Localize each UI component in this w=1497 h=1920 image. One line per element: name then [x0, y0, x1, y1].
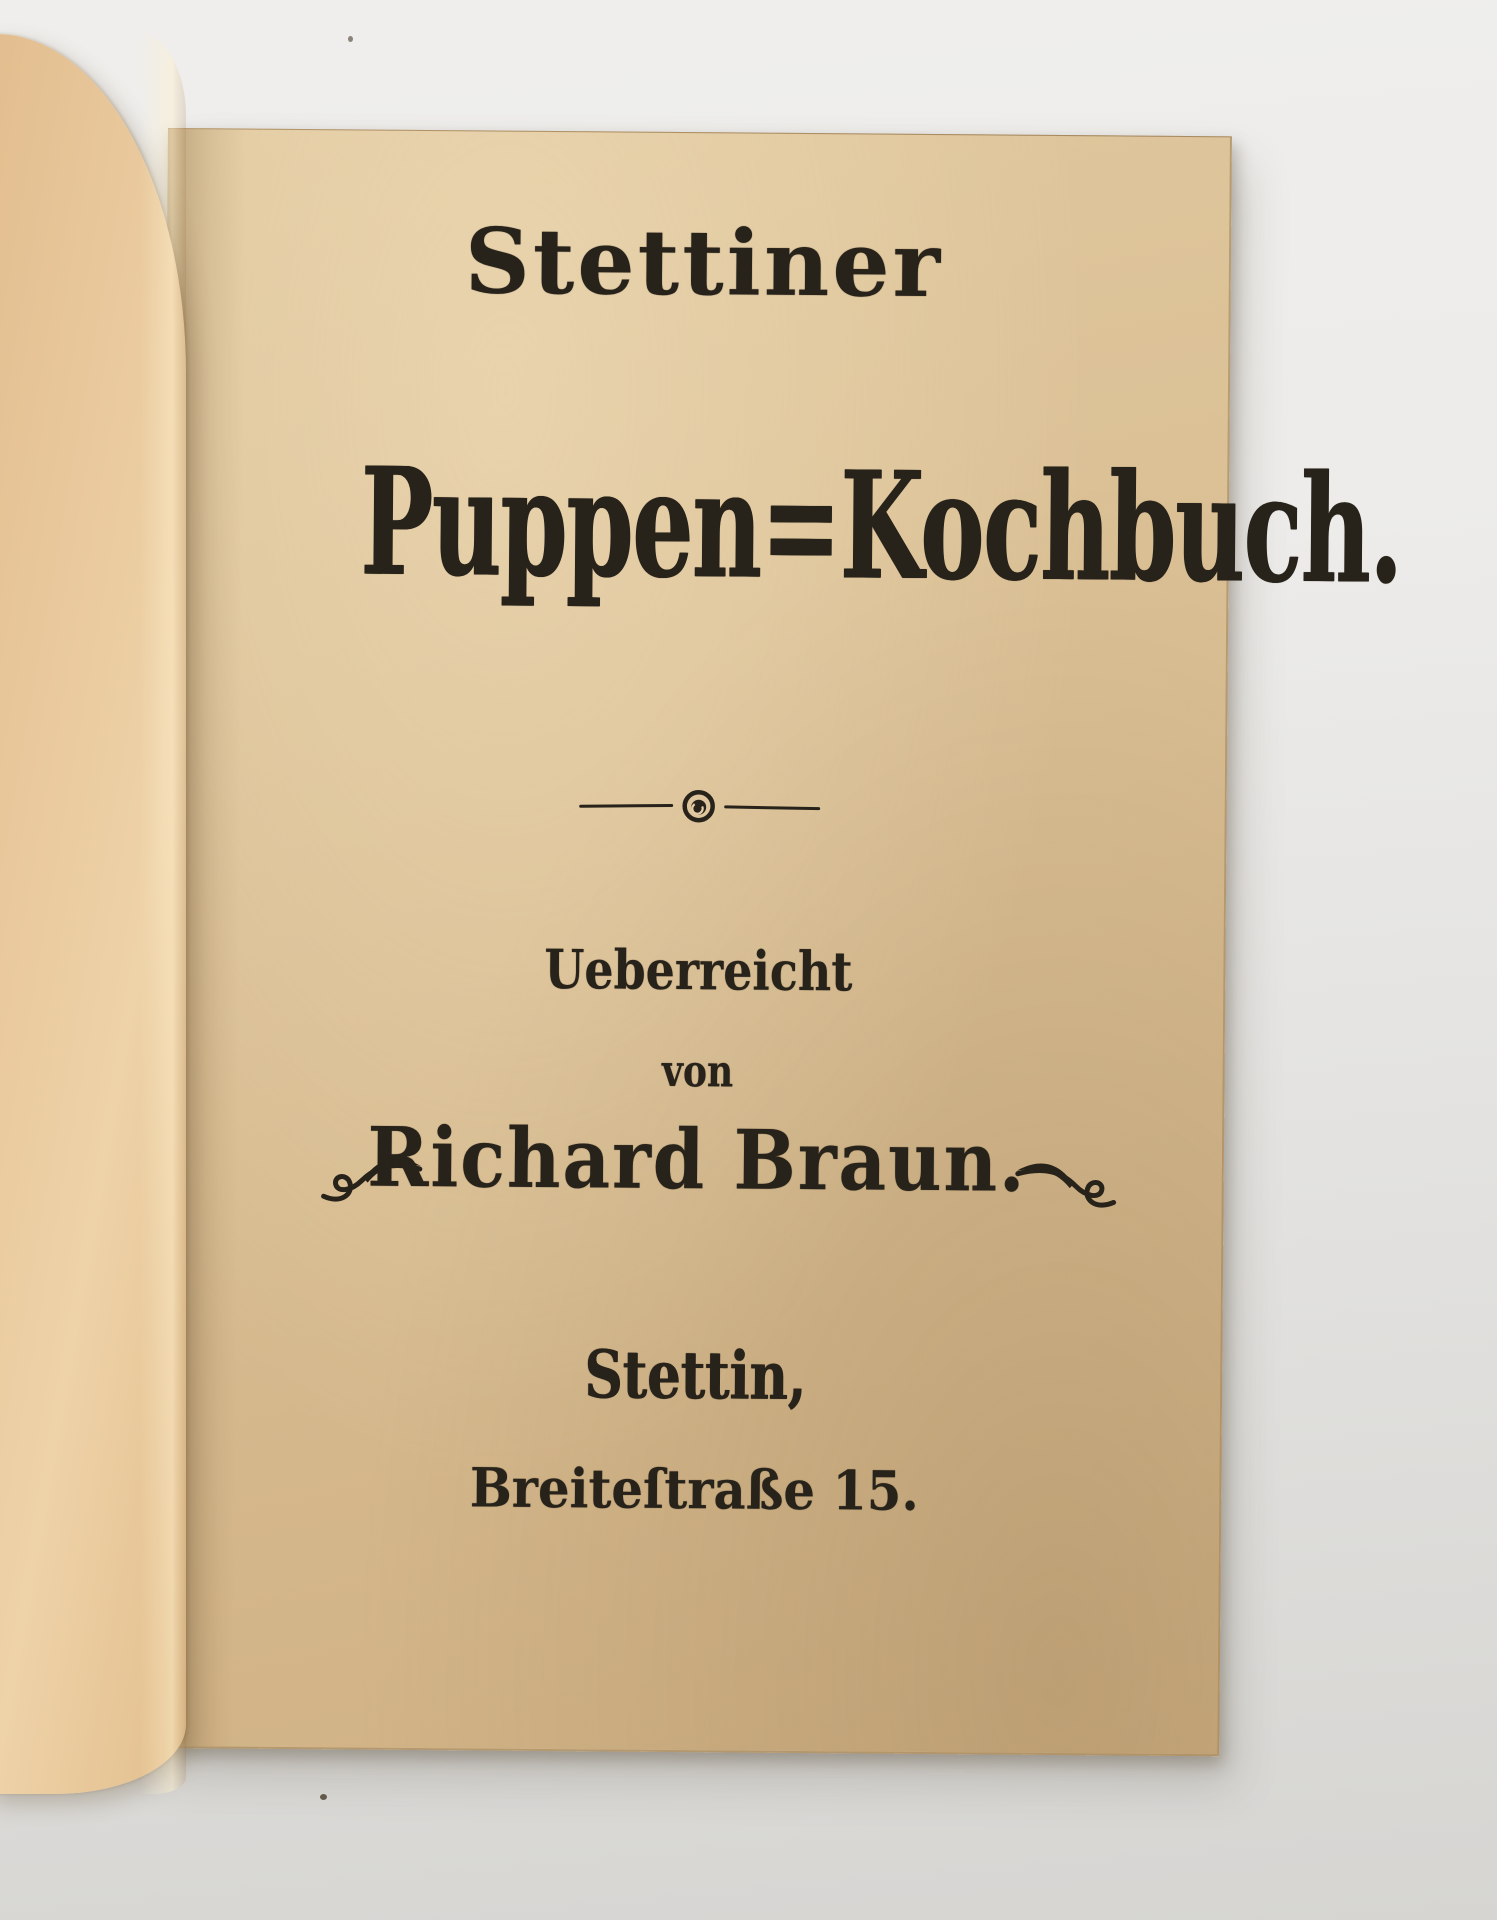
bullseye-rule-icon	[574, 775, 824, 837]
divider-ornament	[174, 772, 1224, 840]
series-title: Stettiner	[464, 208, 944, 319]
paper-speck	[320, 1794, 327, 1800]
book-title: Puppen=Kochbuch.	[359, 434, 1403, 617]
book-title-page	[155, 128, 1403, 1756]
imprint-city: Stettin,	[584, 1335, 807, 1416]
curled-flyleaf-page	[0, 34, 186, 1794]
presentation-by-word: von	[661, 1045, 734, 1098]
paper-speck	[348, 36, 353, 42]
presentation-line: Ueberreicht	[544, 936, 853, 1004]
flourish-right-icon	[1013, 1144, 1118, 1223]
author-name: Richard Braun.	[366, 1109, 1027, 1211]
title-page-text-block	[167, 129, 1403, 1754]
imprint-address: Breiteſtraße 15.	[469, 1455, 920, 1523]
